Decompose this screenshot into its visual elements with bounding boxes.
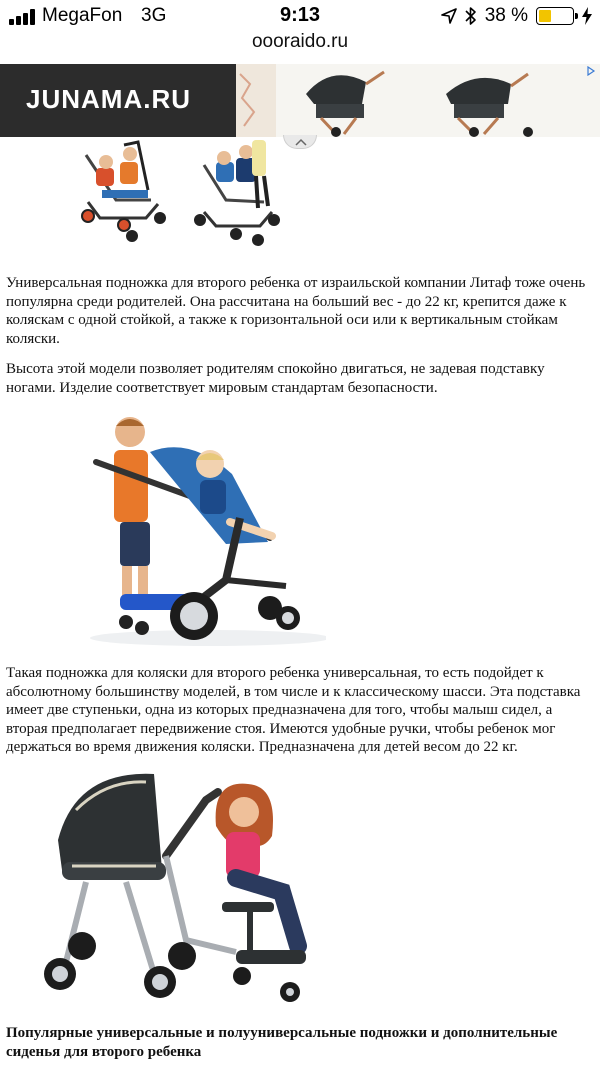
location-arrow-icon <box>441 8 457 24</box>
article-paragraph: Универсальная подножка для второго ребенка от израильской компании Литаф тоже очень популярна среди родителей. Она рассчитана на больший вес - до 22 кг, крепится даже к коляскам с одной стойкой, а также к горизонтальной оси или к вертикальным стойкам коляски. <box>6 275 586 347</box>
status-indicators <box>441 4 592 28</box>
ad-logo: JUNAMA.RU <box>26 84 191 114</box>
battery-level-fill <box>539 10 551 22</box>
network-type: 3G <box>141 5 167 26</box>
chevron-up-icon <box>284 136 318 148</box>
status-bar <box>0 0 600 32</box>
article-paragraph: Высота этой модели позволяет родителям спокойно двигаться, не задевая подставку ногами. Изделие соответствует мировым стандартам безопасности. <box>6 361 545 396</box>
ad-stroller-images <box>236 64 600 137</box>
figure-double-strollers <box>76 140 286 248</box>
bluetooth-icon <box>465 6 477 26</box>
battery-percentage: 38 % <box>484 5 528 26</box>
figure-boy-on-stroller-board <box>50 410 326 650</box>
ad-collapse-button[interactable] <box>283 135 317 149</box>
figure-girl-on-stroller-seat <box>36 770 316 1010</box>
battery-icon <box>536 7 574 25</box>
ad-choices-icon[interactable] <box>586 66 596 76</box>
section-heading: Популярные универсальные и полууниверсальные подножки и дополнительные сиденья для второго ребенка <box>6 1025 558 1060</box>
address-bar-url[interactable]: oooraido.ru <box>251 31 349 52</box>
clock: 9:13 <box>279 4 321 26</box>
carrier-name: MegaFon <box>42 5 123 26</box>
charging-bolt-icon <box>582 7 592 25</box>
ad-banner[interactable] <box>0 64 600 137</box>
article-paragraph: Такая подножка для коляски для второго ребенка универсальная, то есть подойдет к абсолютному большинству моделей, в том числе и к классическому шасси. Эта подставка имеет две ступеньки, одна из которых предназначена для того, чтобы малыш сидел, а вторая предполагает передвижение стоя. Имеются удобные ручки, чтобы ребенок мог держаться во время движения коляски. Предназначена для детей весом до 22 кг. <box>6 665 581 755</box>
